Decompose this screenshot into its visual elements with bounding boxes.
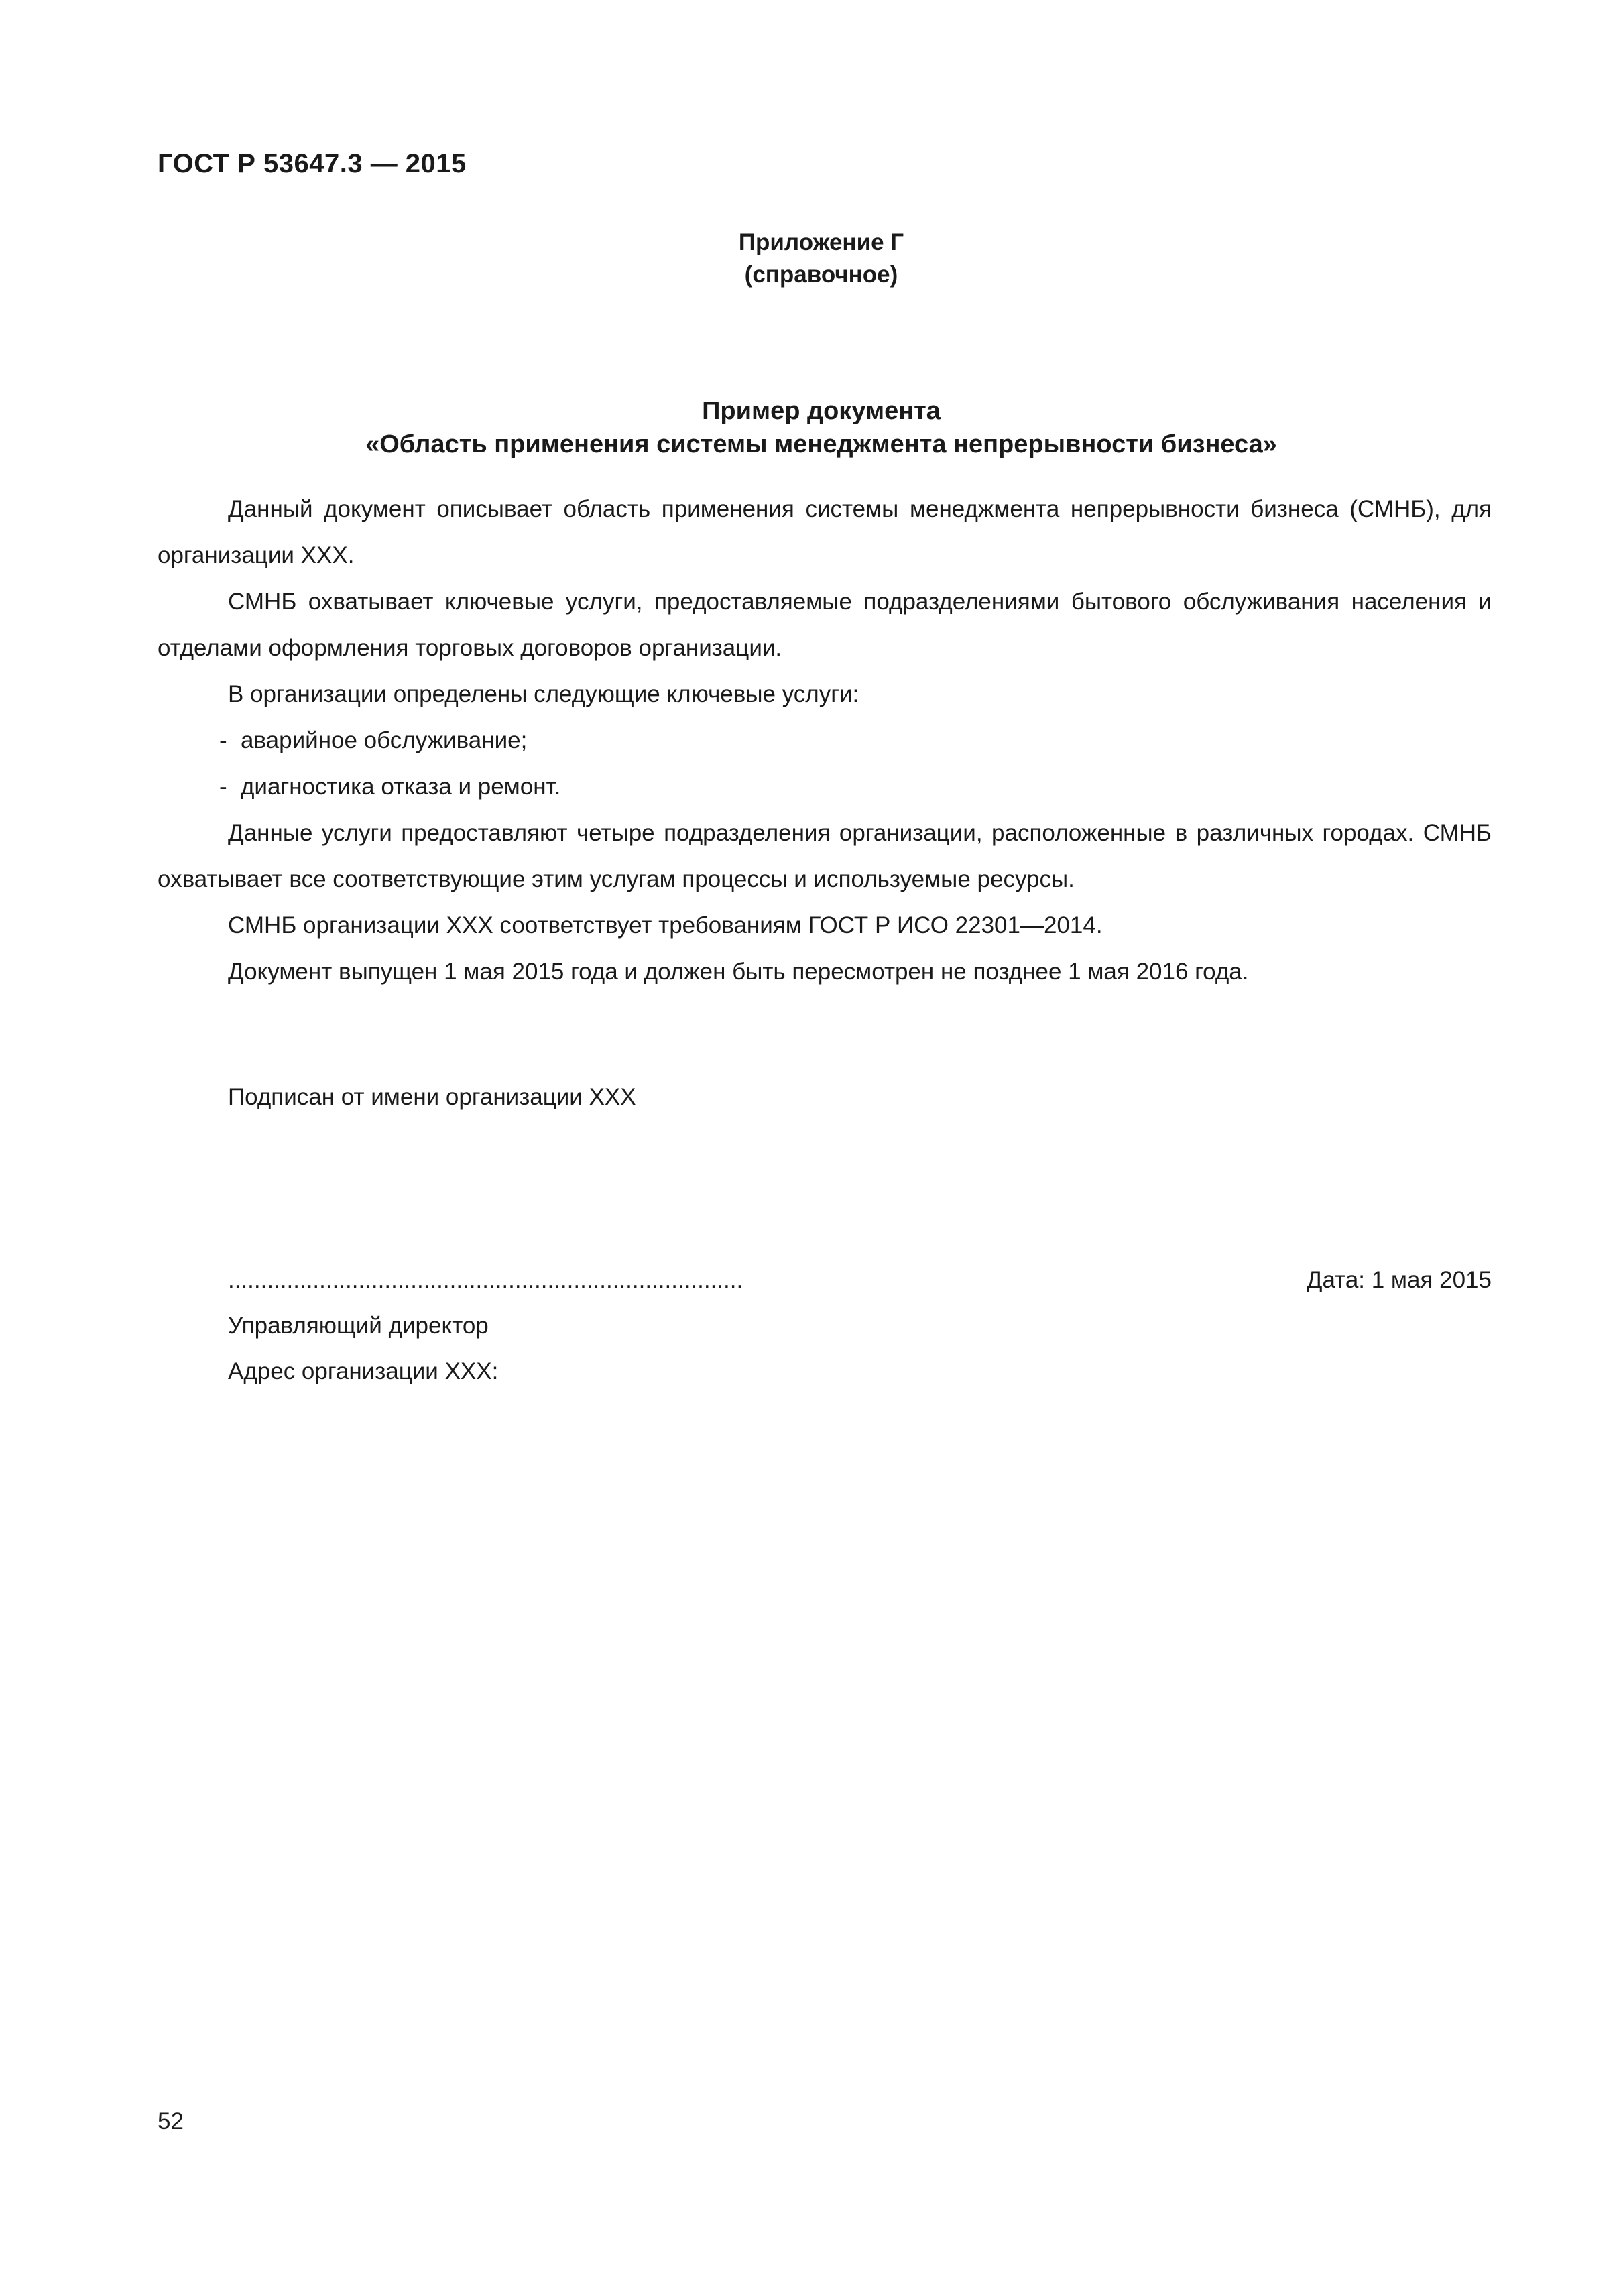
page-number: 52 xyxy=(158,2108,184,2134)
signature-date: Дата: 1 мая 2015 xyxy=(1306,1267,1492,1293)
paragraph-key-services: В организации определены следующие ключевые услуги: xyxy=(228,681,859,707)
list-item xyxy=(158,764,1492,810)
list-item-text: диагностика отказа и ремонт. xyxy=(241,774,561,800)
paragraph-issue-date: Документ выпущен 1 мая 2015 года и должен быть пересмотрен не позднее 1 мая 2016 года. xyxy=(228,959,1249,985)
document-body xyxy=(158,486,1492,995)
signed-on-behalf: Подписан от имени организации XXX xyxy=(228,1084,636,1110)
document-title xyxy=(158,394,1485,461)
paragraph-scope: Данный документ описывает область применения системы менеджмента непрерывности бизнеса (СМНБ), для организации XXX. xyxy=(158,496,1492,568)
signatory-position: Управляющий директор xyxy=(228,1313,489,1339)
list-item-text: аварийное обслуживание; xyxy=(241,727,528,753)
list-dash: - xyxy=(219,727,227,753)
document-title-line1: Пример документа xyxy=(702,397,941,425)
document-title-line2: «Область применения системы менеджмента непрерывности бизнеса» xyxy=(365,430,1277,459)
appendix-heading xyxy=(158,227,1485,291)
list-dash: - xyxy=(219,774,227,800)
appendix-subtitle: (справочное) xyxy=(744,261,898,288)
paragraph-compliance: СМНБ организации XXX соответствует требованиям ГОСТ Р ИСО 22301—2014. xyxy=(228,912,1103,939)
list-item xyxy=(158,717,1492,764)
appendix-title: Приложение Г xyxy=(738,229,904,255)
paragraph-coverage: СМНБ охватывает ключевые услуги, предоставляемые подразделениями бытового обслуживания населения и отделами оформления торговых договоров организации. xyxy=(158,589,1492,661)
signature-line: ............................................................................... xyxy=(228,1267,743,1293)
paragraph-divisions: Данные услуги предоставляют четыре подразделения организации, расположенные в различных городах. СМНБ охватывает все соответствующие этим услугам процессы и используемые ресурсы. xyxy=(158,820,1492,892)
document-code: ГОСТ Р 53647.3 — 2015 xyxy=(158,149,467,178)
organization-address-label: Адрес организации XXX: xyxy=(228,1358,499,1384)
